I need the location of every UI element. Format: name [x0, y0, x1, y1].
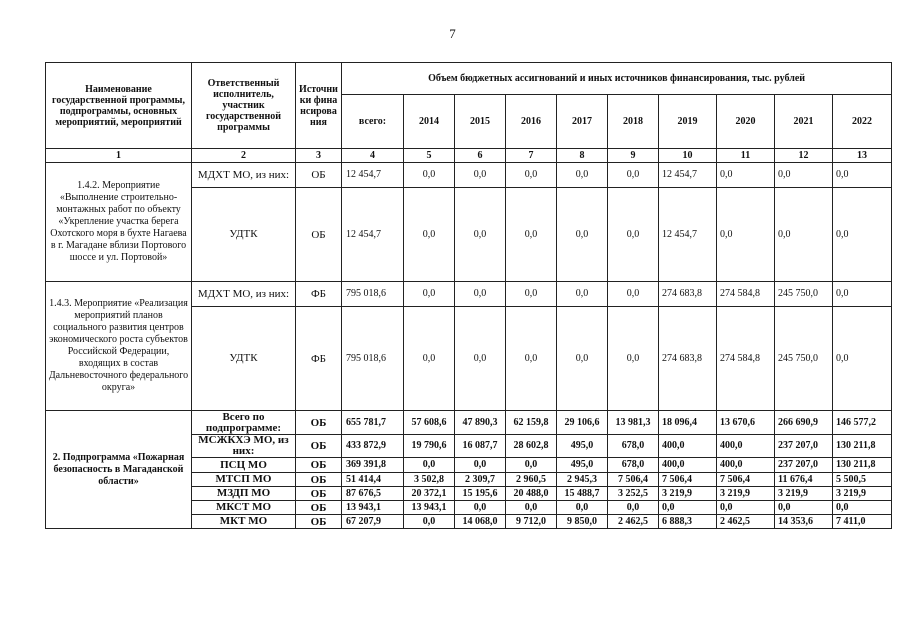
value-cell-2020: 3 219,9	[717, 487, 775, 501]
value-cell-2018: 0,0	[608, 501, 659, 515]
value-cell-2018: 7 506,4	[608, 473, 659, 487]
value-cell-2015: 16 087,7	[455, 435, 506, 458]
column-number: 10	[659, 149, 717, 163]
header-year-2016: 2016	[506, 95, 557, 149]
table-row	[46, 411, 892, 435]
value-cell-2020: 7 506,4	[717, 473, 775, 487]
executor-cell: МКСТ МО	[192, 501, 296, 515]
source-cell: ОБ	[296, 515, 342, 529]
total-cell: 433 872,9	[342, 435, 404, 458]
column-number: 12	[775, 149, 833, 163]
value-cell-2018: 0,0	[608, 163, 659, 188]
value-cell-2015: 14 068,0	[455, 515, 506, 529]
value-cell-2019: 12 454,7	[659, 163, 717, 188]
value-cell-2014: 0,0	[404, 458, 455, 473]
header-name: Наименование государственной программы, подпрограммы, основных мероприятий, мероприятий	[46, 63, 192, 149]
value-cell-2015: 2 309,7	[455, 473, 506, 487]
source-cell: ФБ	[296, 282, 342, 307]
value-cell-2022: 130 211,8	[833, 435, 892, 458]
column-number: 3	[296, 149, 342, 163]
value-cell-2019: 274 683,8	[659, 282, 717, 307]
total-cell: 655 781,7	[342, 411, 404, 435]
value-cell-2014: 0,0	[404, 188, 455, 282]
executor-cell: МСЖКХЭ МО, из них:	[192, 435, 296, 458]
value-cell-2016: 0,0	[506, 282, 557, 307]
value-cell-2022: 0,0	[833, 307, 892, 411]
column-number: 8	[557, 149, 608, 163]
value-cell-2022: 130 211,8	[833, 458, 892, 473]
value-cell-2016: 9 712,0	[506, 515, 557, 529]
value-cell-2015: 0,0	[455, 188, 506, 282]
value-cell-2022: 146 577,2	[833, 411, 892, 435]
activity-name: 1.4.3. Мероприятие «Реализация мероприятий планов социального развития центров экономического роста субъектов Российской Федерации, входящих в состав Дальневосточного федерального округа»	[46, 282, 192, 411]
executor-cell: МДХТ МО, из них:	[192, 282, 296, 307]
value-cell-2014: 19 790,6	[404, 435, 455, 458]
column-number: 5	[404, 149, 455, 163]
source-cell: ОБ	[296, 458, 342, 473]
value-cell-2018: 678,0	[608, 458, 659, 473]
column-number: 13	[833, 149, 892, 163]
value-cell-2018: 0,0	[608, 282, 659, 307]
value-cell-2020: 274 584,8	[717, 282, 775, 307]
value-cell-2016: 0,0	[506, 163, 557, 188]
value-cell-2019: 18 096,4	[659, 411, 717, 435]
value-cell-2020: 13 670,6	[717, 411, 775, 435]
page-number: 7	[449, 26, 456, 41]
value-cell-2021: 3 219,9	[775, 487, 833, 501]
value-cell-2017: 0,0	[557, 282, 608, 307]
header-year-2022: 2022	[833, 95, 892, 149]
value-cell-2022: 0,0	[833, 188, 892, 282]
header-year-2017: 2017	[557, 95, 608, 149]
value-cell-2016: 0,0	[506, 307, 557, 411]
budget-table	[45, 62, 892, 529]
value-cell-2017: 29 106,6	[557, 411, 608, 435]
value-cell-2022: 7 411,0	[833, 515, 892, 529]
total-cell: 67 207,9	[342, 515, 404, 529]
source-cell: ОБ	[296, 501, 342, 515]
column-number: 2	[192, 149, 296, 163]
value-cell-2014: 0,0	[404, 282, 455, 307]
value-cell-2016: 2 960,5	[506, 473, 557, 487]
value-cell-2020: 400,0	[717, 458, 775, 473]
value-cell-2017: 9 850,0	[557, 515, 608, 529]
header-executor: Ответственный исполнитель, участник государственной программы	[192, 63, 296, 149]
value-cell-2016: 0,0	[506, 501, 557, 515]
value-cell-2019: 3 219,9	[659, 487, 717, 501]
source-cell: ОБ	[296, 163, 342, 188]
value-cell-2015: 0,0	[455, 163, 506, 188]
value-cell-2021: 266 690,9	[775, 411, 833, 435]
value-cell-2017: 0,0	[557, 501, 608, 515]
value-cell-2017: 0,0	[557, 163, 608, 188]
value-cell-2021: 0,0	[775, 163, 833, 188]
column-number: 11	[717, 149, 775, 163]
value-cell-2014: 3 502,8	[404, 473, 455, 487]
value-cell-2020: 0,0	[717, 188, 775, 282]
value-cell-2016: 0,0	[506, 458, 557, 473]
total-cell: 12 454,7	[342, 163, 404, 188]
column-number: 4	[342, 149, 404, 163]
value-cell-2017: 2 945,3	[557, 473, 608, 487]
value-cell-2022: 5 500,5	[833, 473, 892, 487]
value-cell-2014: 0,0	[404, 515, 455, 529]
value-cell-2015: 0,0	[455, 282, 506, 307]
value-cell-2018: 0,0	[608, 188, 659, 282]
value-cell-2014: 20 372,1	[404, 487, 455, 501]
executor-cell: Всего по подпрограмме:	[192, 411, 296, 435]
header-source: Источники финансирования	[296, 63, 342, 149]
value-cell-2020: 2 462,5	[717, 515, 775, 529]
value-cell-2016: 28 602,8	[506, 435, 557, 458]
source-cell: ОБ	[296, 411, 342, 435]
header-year-2015: 2015	[455, 95, 506, 149]
activity-name: 1.4.2. Мероприятие «Выполнение строительно-монтажных работ по объекту «Укрепление участка берега Охотского моря в бухте Нагаева в г. Магадане вблизи Портового шоссе и ул. Портовой»	[46, 163, 192, 282]
value-cell-2022: 0,0	[833, 282, 892, 307]
value-cell-2018: 3 252,5	[608, 487, 659, 501]
total-cell: 795 018,6	[342, 307, 404, 411]
value-cell-2019: 7 506,4	[659, 473, 717, 487]
value-cell-2015: 0,0	[455, 501, 506, 515]
value-cell-2022: 0,0	[833, 501, 892, 515]
value-cell-2020: 0,0	[717, 501, 775, 515]
value-cell-2018: 678,0	[608, 435, 659, 458]
source-cell: ОБ	[296, 487, 342, 501]
value-cell-2018: 2 462,5	[608, 515, 659, 529]
value-cell-2019: 400,0	[659, 458, 717, 473]
value-cell-2017: 495,0	[557, 458, 608, 473]
value-cell-2019: 6 888,3	[659, 515, 717, 529]
header-year-2018: 2018	[608, 95, 659, 149]
total-cell: 369 391,8	[342, 458, 404, 473]
header-year-2014: 2014	[404, 95, 455, 149]
value-cell-2021: 237 207,0	[775, 458, 833, 473]
value-cell-2015: 0,0	[455, 458, 506, 473]
value-cell-2021: 237 207,0	[775, 435, 833, 458]
executor-cell: УДТК	[192, 307, 296, 411]
value-cell-2022: 0,0	[833, 163, 892, 188]
source-cell: ОБ	[296, 473, 342, 487]
value-cell-2021: 14 353,6	[775, 515, 833, 529]
value-cell-2016: 0,0	[506, 188, 557, 282]
total-cell: 51 414,4	[342, 473, 404, 487]
executor-cell: МЗДП МО	[192, 487, 296, 501]
header-total: всего:	[342, 95, 404, 149]
value-cell-2022: 3 219,9	[833, 487, 892, 501]
value-cell-2014: 57 608,6	[404, 411, 455, 435]
source-cell: ФБ	[296, 307, 342, 411]
total-cell: 12 454,7	[342, 188, 404, 282]
table-row	[46, 282, 892, 307]
executor-cell: УДТК	[192, 188, 296, 282]
value-cell-2015: 0,0	[455, 307, 506, 411]
value-cell-2019: 400,0	[659, 435, 717, 458]
value-cell-2016: 20 488,0	[506, 487, 557, 501]
table-row	[46, 163, 892, 188]
source-cell: ОБ	[296, 188, 342, 282]
value-cell-2014: 0,0	[404, 307, 455, 411]
value-cell-2020: 400,0	[717, 435, 775, 458]
value-cell-2017: 0,0	[557, 188, 608, 282]
total-cell: 795 018,6	[342, 282, 404, 307]
value-cell-2020: 274 584,8	[717, 307, 775, 411]
total-cell: 87 676,5	[342, 487, 404, 501]
value-cell-2021: 11 676,4	[775, 473, 833, 487]
header-volume: Объем бюджетных ассигнований и иных источников финансирования, тыс. рублей	[342, 63, 892, 95]
value-cell-2014: 0,0	[404, 163, 455, 188]
column-number: 1	[46, 149, 192, 163]
value-cell-2015: 15 195,6	[455, 487, 506, 501]
value-cell-2021: 0,0	[775, 188, 833, 282]
column-number: 6	[455, 149, 506, 163]
column-number: 7	[506, 149, 557, 163]
value-cell-2018: 13 981,3	[608, 411, 659, 435]
header-year-2021: 2021	[775, 95, 833, 149]
column-number: 9	[608, 149, 659, 163]
header-year-2020: 2020	[717, 95, 775, 149]
value-cell-2018: 0,0	[608, 307, 659, 411]
value-cell-2014: 13 943,1	[404, 501, 455, 515]
executor-cell: ПСЦ МО	[192, 458, 296, 473]
value-cell-2021: 0,0	[775, 501, 833, 515]
value-cell-2017: 0,0	[557, 307, 608, 411]
value-cell-2021: 245 750,0	[775, 282, 833, 307]
executor-cell: МТСП МО	[192, 473, 296, 487]
value-cell-2017: 15 488,7	[557, 487, 608, 501]
total-cell: 13 943,1	[342, 501, 404, 515]
value-cell-2019: 12 454,7	[659, 188, 717, 282]
header-year-2019: 2019	[659, 95, 717, 149]
value-cell-2019: 0,0	[659, 501, 717, 515]
value-cell-2021: 245 750,0	[775, 307, 833, 411]
value-cell-2020: 0,0	[717, 163, 775, 188]
value-cell-2016: 62 159,8	[506, 411, 557, 435]
source-cell: ОБ	[296, 435, 342, 458]
value-cell-2017: 495,0	[557, 435, 608, 458]
value-cell-2015: 47 890,3	[455, 411, 506, 435]
value-cell-2019: 274 683,8	[659, 307, 717, 411]
activity-name: 2. Подпрограмма «Пожарная безопасность в Магаданской области»	[46, 411, 192, 529]
executor-cell: МДХТ МО, из них:	[192, 163, 296, 188]
executor-cell: МКТ МО	[192, 515, 296, 529]
